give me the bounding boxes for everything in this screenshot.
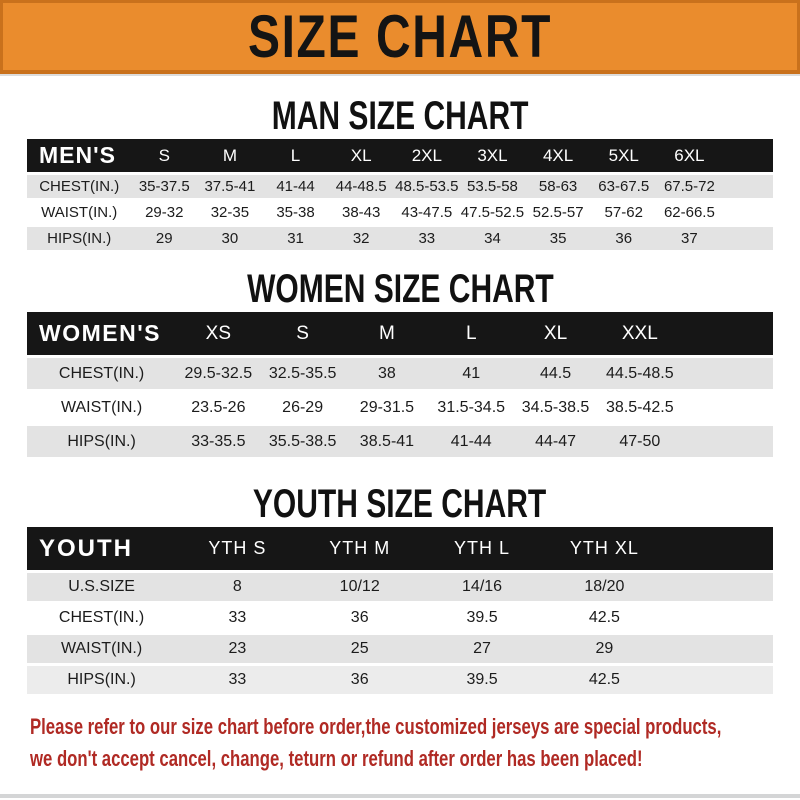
youth-size-table xyxy=(27,527,773,697)
table-row xyxy=(27,200,773,226)
column-header: L xyxy=(263,139,329,174)
column-header: 6XL xyxy=(657,139,723,174)
table-cell: 30 xyxy=(197,226,263,252)
table-cell: 67.5-72 xyxy=(657,174,723,200)
column-header: YTH L xyxy=(421,527,543,572)
table-cell: 48.5-53.5 xyxy=(394,174,460,200)
filler-cell xyxy=(682,312,773,357)
table-header-row xyxy=(27,139,773,174)
column-header: M xyxy=(345,312,429,357)
column-header: S xyxy=(260,312,344,357)
column-header: 2XL xyxy=(394,139,460,174)
table-cell: 35-37.5 xyxy=(131,174,197,200)
table-cell: 63-67.5 xyxy=(591,174,657,200)
filler-cell xyxy=(666,603,773,634)
table-cell: 44-47 xyxy=(513,425,597,459)
table-cell: 37 xyxy=(657,226,723,252)
womens-size-table xyxy=(27,312,773,460)
table-cell: 26-29 xyxy=(260,391,344,425)
table-cell: 23 xyxy=(176,634,298,665)
men-section-heading-text: MAN SIZE CHART xyxy=(271,94,529,138)
table-cell: 32 xyxy=(328,226,394,252)
table-cell: 10/12 xyxy=(299,572,421,603)
table-cell: 41 xyxy=(429,357,513,391)
women-section-heading-text: WOMEN SIZE CHART xyxy=(246,267,554,311)
women-section-heading xyxy=(0,267,800,312)
table-header-row xyxy=(27,312,773,357)
table-row xyxy=(27,634,773,665)
table-cell: 33 xyxy=(394,226,460,252)
disclaimer-note xyxy=(30,711,800,775)
row-label: WAIST(IN.) xyxy=(27,634,176,665)
table-cell: 25 xyxy=(299,634,421,665)
row-label: HIPS(IN.) xyxy=(27,425,176,459)
table-header-label: YOUTH xyxy=(27,527,176,572)
table-cell: 36 xyxy=(299,665,421,696)
table-cell: 29-32 xyxy=(131,200,197,226)
column-header: S xyxy=(131,139,197,174)
table-cell: 34 xyxy=(460,226,526,252)
column-header: YTH M xyxy=(299,527,421,572)
row-label: CHEST(IN.) xyxy=(27,357,176,391)
table-cell: 41-44 xyxy=(263,174,329,200)
table-cell: 52.5-57 xyxy=(525,200,591,226)
table-cell: 29.5-32.5 xyxy=(176,357,260,391)
men-section-heading xyxy=(0,94,800,139)
column-header: YTH S xyxy=(176,527,298,572)
table-cell: 38 xyxy=(345,357,429,391)
column-header: M xyxy=(197,139,263,174)
filler-cell xyxy=(682,425,773,459)
row-label: CHEST(IN.) xyxy=(27,174,131,200)
table-header-label: MEN'S xyxy=(27,139,131,174)
table-cell: 39.5 xyxy=(421,603,543,634)
table-cell: 44.5-48.5 xyxy=(598,357,682,391)
table-cell: 38.5-42.5 xyxy=(598,391,682,425)
table-cell: 44.5 xyxy=(513,357,597,391)
table-cell: 36 xyxy=(299,603,421,634)
table-cell: 38-43 xyxy=(328,200,394,226)
table-cell: 27 xyxy=(421,634,543,665)
column-header: XL xyxy=(328,139,394,174)
table-cell: 33-35.5 xyxy=(176,425,260,459)
youth-section-heading-text: YOUTH SIZE CHART xyxy=(253,482,547,526)
table-cell: 47.5-52.5 xyxy=(460,200,526,226)
table-row xyxy=(27,572,773,603)
table-row xyxy=(27,226,773,252)
table-header-label: WOMEN'S xyxy=(27,312,176,357)
column-header: YTH XL xyxy=(543,527,665,572)
column-header: 5XL xyxy=(591,139,657,174)
filler-cell xyxy=(722,139,773,174)
table-cell: 29-31.5 xyxy=(345,391,429,425)
table-cell: 38.5-41 xyxy=(345,425,429,459)
table-cell: 31 xyxy=(263,226,329,252)
column-header: L xyxy=(429,312,513,357)
table-cell: 14/16 xyxy=(421,572,543,603)
table-cell: 47-50 xyxy=(598,425,682,459)
table-cell: 29 xyxy=(543,634,665,665)
filler-cell xyxy=(682,357,773,391)
table-cell: 41-44 xyxy=(429,425,513,459)
table-cell: 29 xyxy=(131,226,197,252)
filler-cell xyxy=(666,665,773,696)
row-label: U.S.SIZE xyxy=(27,572,176,603)
table-cell: 18/20 xyxy=(543,572,665,603)
row-label: HIPS(IN.) xyxy=(27,226,131,252)
row-label: HIPS(IN.) xyxy=(27,665,176,696)
bottom-divider xyxy=(0,794,800,798)
table-cell: 32.5-35.5 xyxy=(260,357,344,391)
table-header-row xyxy=(27,527,773,572)
row-label: CHEST(IN.) xyxy=(27,603,176,634)
table-cell: 53.5-58 xyxy=(460,174,526,200)
table-cell: 42.5 xyxy=(543,603,665,634)
column-header: 4XL xyxy=(525,139,591,174)
filler-cell xyxy=(722,226,773,252)
table-row xyxy=(27,391,773,425)
table-row xyxy=(27,425,773,459)
table-cell: 62-66.5 xyxy=(657,200,723,226)
filler-cell xyxy=(666,634,773,665)
filler-cell xyxy=(666,572,773,603)
column-header: XXL xyxy=(598,312,682,357)
youth-section-heading xyxy=(0,482,800,527)
table-cell: 42.5 xyxy=(543,665,665,696)
filler-cell xyxy=(722,200,773,226)
table-cell: 33 xyxy=(176,665,298,696)
table-cell: 36 xyxy=(591,226,657,252)
table-cell: 34.5-38.5 xyxy=(513,391,597,425)
mens-size-table xyxy=(27,139,773,253)
row-label: WAIST(IN.) xyxy=(27,391,176,425)
table-cell: 8 xyxy=(176,572,298,603)
table-cell: 37.5-41 xyxy=(197,174,263,200)
table-cell: 23.5-26 xyxy=(176,391,260,425)
banner-title: SIZE CHART xyxy=(248,3,552,70)
column-header: 3XL xyxy=(460,139,526,174)
table-cell: 32-35 xyxy=(197,200,263,226)
disclaimer-line-2: we don't accept cancel, change, teturn or refund after order has been placed! xyxy=(30,746,643,771)
row-label: WAIST(IN.) xyxy=(27,200,131,226)
size-chart-banner xyxy=(0,0,800,74)
table-cell: 35-38 xyxy=(263,200,329,226)
table-cell: 57-62 xyxy=(591,200,657,226)
filler-cell xyxy=(666,527,773,572)
table-cell: 35 xyxy=(525,226,591,252)
table-row xyxy=(27,603,773,634)
table-cell: 43-47.5 xyxy=(394,200,460,226)
table-cell: 35.5-38.5 xyxy=(260,425,344,459)
table-cell: 31.5-34.5 xyxy=(429,391,513,425)
column-header: XL xyxy=(513,312,597,357)
filler-cell xyxy=(682,391,773,425)
column-header: XS xyxy=(176,312,260,357)
table-cell: 39.5 xyxy=(421,665,543,696)
filler-cell xyxy=(722,174,773,200)
table-row xyxy=(27,665,773,696)
table-row xyxy=(27,174,773,200)
table-cell: 33 xyxy=(176,603,298,634)
table-cell: 58-63 xyxy=(525,174,591,200)
table-row xyxy=(27,357,773,391)
disclaimer-line-1: Please refer to our size chart before order,the customized jerseys are special products, xyxy=(30,714,722,739)
table-cell: 44-48.5 xyxy=(328,174,394,200)
